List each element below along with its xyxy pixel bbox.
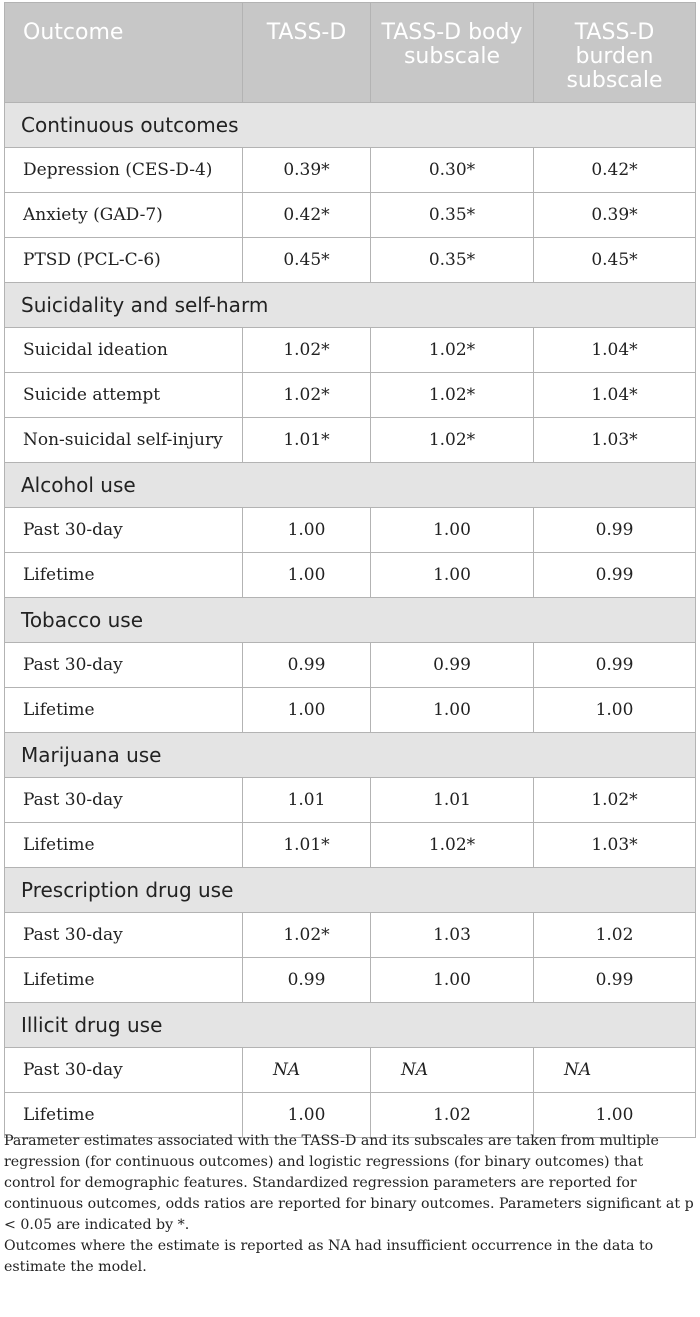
row-value: 0.99 <box>534 643 696 688</box>
header-outcome: Outcome <box>5 3 243 103</box>
row-value: NA <box>243 1048 371 1093</box>
section-header-row <box>5 283 696 328</box>
row-value: 1.02* <box>243 913 371 958</box>
row-value: 0.35* <box>371 238 534 283</box>
row-value: 0.45* <box>243 238 371 283</box>
row-value: 0.39* <box>534 193 696 238</box>
section-title: Suicidality and self-harm <box>5 283 696 328</box>
section-title: Alcohol use <box>5 463 696 508</box>
row-value: 1.00 <box>243 688 371 733</box>
table-row <box>5 1048 696 1093</box>
row-value: 1.02* <box>371 418 534 463</box>
row-value: 1.03* <box>534 823 696 868</box>
table-row <box>5 328 696 373</box>
row-value: 0.99 <box>534 508 696 553</box>
row-label: Suicidal ideation <box>5 328 243 373</box>
row-value: 1.02* <box>371 823 534 868</box>
row-label: Lifetime <box>5 1093 243 1138</box>
row-label: Lifetime <box>5 958 243 1003</box>
row-label: Past 30-day <box>5 643 243 688</box>
row-value: 1.00 <box>371 958 534 1003</box>
header-body-subscale: TASS-D body subscale <box>371 3 534 103</box>
section-header-row <box>5 1003 696 1048</box>
row-value: 1.04* <box>534 373 696 418</box>
row-value: 1.02* <box>243 328 371 373</box>
table-row <box>5 913 696 958</box>
table-row <box>5 958 696 1003</box>
row-value: 1.03* <box>534 418 696 463</box>
header-tass-d: TASS-D <box>243 3 371 103</box>
row-label: Lifetime <box>5 688 243 733</box>
row-value: 1.02* <box>534 778 696 823</box>
row-label: Non-suicidal self-injury <box>5 418 243 463</box>
section-header-row <box>5 598 696 643</box>
row-value: 1.01 <box>243 778 371 823</box>
section-header-row <box>5 868 696 913</box>
table-row <box>5 778 696 823</box>
row-label: Suicide attempt <box>5 373 243 418</box>
row-value: NA <box>371 1048 534 1093</box>
row-value: 1.04* <box>534 328 696 373</box>
table-row <box>5 643 696 688</box>
row-value: 1.00 <box>243 553 371 598</box>
row-value: 1.00 <box>371 553 534 598</box>
row-label: Depression (CES-D-4) <box>5 148 243 193</box>
row-value: 1.01* <box>243 823 371 868</box>
row-value: 0.39* <box>243 148 371 193</box>
table-row <box>5 823 696 868</box>
row-value: 1.00 <box>534 1093 696 1138</box>
section-title: Illicit drug use <box>5 1003 696 1048</box>
row-value: 0.99 <box>534 553 696 598</box>
table-row <box>5 553 696 598</box>
table-row <box>5 193 696 238</box>
row-label: Past 30-day <box>5 778 243 823</box>
row-label: Anxiety (GAD-7) <box>5 193 243 238</box>
row-value: 1.02 <box>534 913 696 958</box>
table-row <box>5 238 696 283</box>
row-label: Past 30-day <box>5 1048 243 1093</box>
row-value: 1.02* <box>371 373 534 418</box>
section-title: Prescription drug use <box>5 868 696 913</box>
table-row <box>5 508 696 553</box>
table-row <box>5 148 696 193</box>
section-header-row <box>5 733 696 778</box>
row-value: 1.01* <box>243 418 371 463</box>
row-value: NA <box>534 1048 696 1093</box>
note-methods: Parameter estimates associated with the TASS-D and its subscales are taken from multiple regression (for continuous outcomes) and logistic regressions (for binary outcomes) that control for demographic features. Standardized regression parameters are reported for continuous outcomes, odds ratios are reported for binary outcomes. Parameters significant at p < 0.05 are indicated by *. <box>4 1133 694 1233</box>
row-value: 1.00 <box>371 688 534 733</box>
table-row <box>5 418 696 463</box>
row-label: Past 30-day <box>5 913 243 958</box>
row-label: PTSD (PCL-C-6) <box>5 238 243 283</box>
row-value: 0.99 <box>534 958 696 1003</box>
row-value: 0.45* <box>534 238 696 283</box>
row-value: 0.30* <box>371 148 534 193</box>
section-title: Continuous outcomes <box>5 103 696 148</box>
table-row <box>5 373 696 418</box>
row-value: 1.01 <box>371 778 534 823</box>
row-value: 0.42* <box>243 193 371 238</box>
row-value: 1.00 <box>371 508 534 553</box>
row-label: Lifetime <box>5 553 243 598</box>
note-na: Outcomes where the estimate is reported as NA had insufficient occurrence in the data to estimate the model. <box>4 1238 654 1275</box>
table-row <box>5 688 696 733</box>
row-value: 1.02* <box>371 328 534 373</box>
row-value: 0.35* <box>371 193 534 238</box>
row-label: Past 30-day <box>5 508 243 553</box>
row-value: 1.00 <box>243 1093 371 1138</box>
row-value: 1.02* <box>243 373 371 418</box>
results-table <box>4 2 696 1138</box>
section-title: Tobacco use <box>5 598 696 643</box>
row-value: 1.03 <box>371 913 534 958</box>
row-value: 0.42* <box>534 148 696 193</box>
header-burden-subscale: TASS-D burden subscale <box>534 3 696 103</box>
header-row <box>5 3 696 103</box>
row-label: Lifetime <box>5 823 243 868</box>
section-header-row <box>5 463 696 508</box>
section-title: Marijuana use <box>5 733 696 778</box>
row-value: 1.00 <box>243 508 371 553</box>
row-value: 1.02 <box>371 1093 534 1138</box>
section-header-row <box>5 103 696 148</box>
row-value: 1.00 <box>534 688 696 733</box>
row-value: 0.99 <box>243 643 371 688</box>
row-value: 0.99 <box>371 643 534 688</box>
row-value: 0.99 <box>243 958 371 1003</box>
table-notes <box>4 1131 694 1278</box>
